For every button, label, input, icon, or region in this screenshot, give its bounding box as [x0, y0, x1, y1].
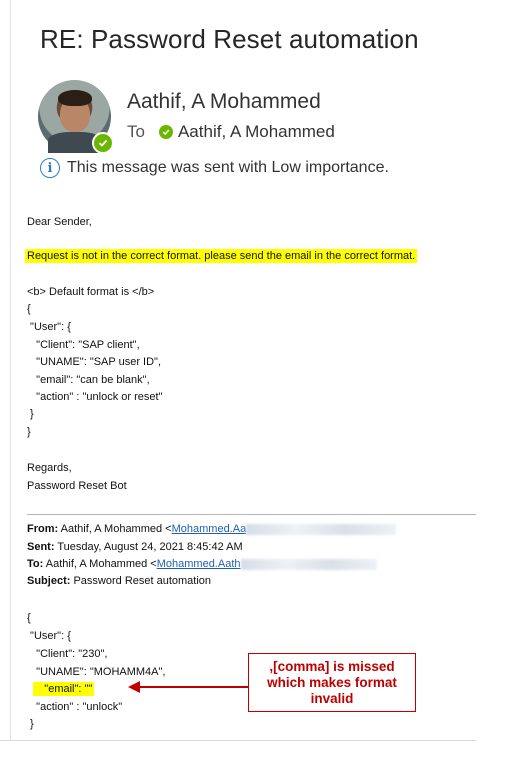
signature: Password Reset Bot — [27, 480, 127, 492]
left-border — [10, 0, 11, 740]
json-line: { — [27, 612, 31, 624]
recipient-line — [127, 122, 335, 142]
json-line: "UNAME": "MOHAMM4A", — [27, 666, 166, 678]
json-line: "action" : "unlock" — [27, 701, 123, 713]
avatar-hair — [58, 90, 92, 106]
regards: Regards, — [27, 462, 72, 474]
format-line: } — [27, 408, 34, 420]
format-line: "Client": "SAP client", — [27, 339, 140, 351]
format-line: "email": "can be blank", — [27, 374, 150, 386]
subject-value: Password Reset automation — [73, 575, 212, 587]
presence-check-icon — [159, 125, 173, 139]
to-header-label: To: — [27, 558, 44, 570]
quoted-sent — [27, 541, 243, 553]
to-value: Aathif, A Mohammed < — [45, 558, 157, 570]
error-message-text: Request is not in the correct format. please send the email in the correct format. — [27, 250, 416, 262]
format-line: <b> Default format is </b> — [27, 286, 155, 298]
quoted-to — [27, 558, 377, 570]
bottom-divider — [0, 740, 476, 741]
json-line: } — [27, 718, 34, 730]
error-message — [25, 250, 417, 262]
format-line: } — [27, 426, 31, 438]
email-subject: RE: Password Reset automation — [40, 24, 419, 54]
sent-label: Sent: — [27, 541, 55, 553]
sender-name[interactable]: Aathif, A Mohammed — [127, 90, 321, 113]
from-label: From: — [27, 523, 59, 535]
to-label: To — [127, 122, 145, 141]
greeting: Dear Sender, — [27, 216, 92, 228]
recipient-name[interactable]: Aathif, A Mohammed — [177, 122, 335, 141]
from-email-link[interactable]: Mohammed.Aa — [171, 523, 247, 535]
redacted-text — [246, 524, 396, 535]
from-value: Aathif, A Mohammed < — [60, 523, 172, 535]
annotation-callout: ,[comma] is missed which makes format invalid — [248, 653, 416, 712]
missing-comma-highlight: "email": "" — [35, 683, 93, 695]
format-line: { — [27, 303, 31, 315]
sent-value: Tuesday, August 24, 2021 8:45:42 AM — [57, 541, 243, 553]
importance-notice — [40, 158, 389, 178]
quoted-subject — [27, 575, 211, 587]
info-icon: i — [40, 158, 60, 178]
format-line: "UNAME": "SAP user ID", — [27, 356, 162, 368]
json-line-email — [27, 683, 94, 695]
redacted-text — [241, 559, 377, 570]
json-line: "Client": "230", — [27, 648, 108, 660]
format-line: "action" : "unlock or reset" — [27, 391, 163, 403]
subject-label: Subject: — [27, 575, 71, 587]
format-line: "User": { — [27, 321, 71, 333]
quoted-from — [27, 523, 396, 535]
importance-text: This message was sent with Low importance. — [67, 159, 389, 176]
quote-separator — [27, 514, 476, 515]
presence-check-icon — [92, 132, 114, 154]
arrow-icon — [128, 680, 250, 694]
json-line: "User": { — [27, 630, 71, 642]
to-email-link[interactable]: Mohammed.Aath — [156, 558, 241, 570]
